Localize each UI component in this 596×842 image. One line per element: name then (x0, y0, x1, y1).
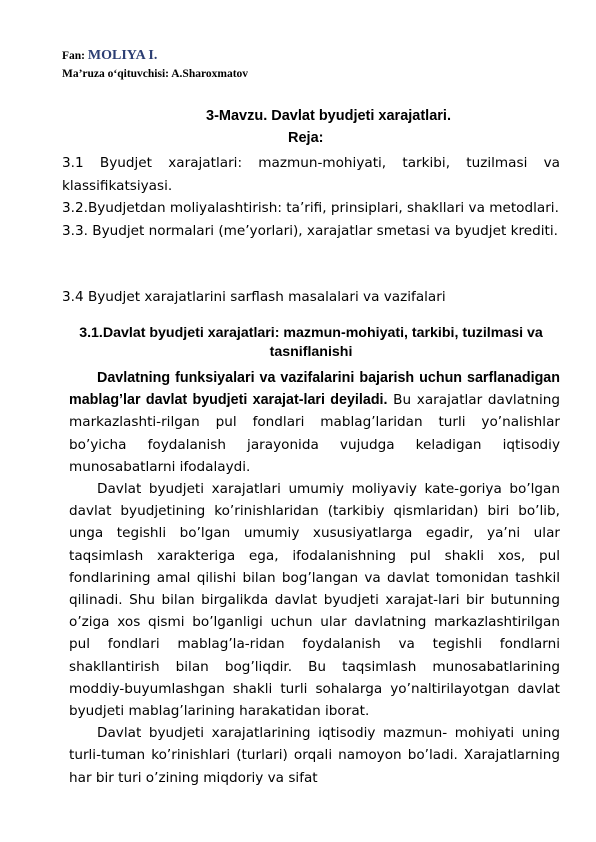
course-line (62, 48, 157, 64)
course-name: MOLIYA I. (87, 48, 158, 63)
course-label: Fan: (62, 50, 88, 62)
topic-title: 3-Mavzu. Davlat byudjeti xarajatlari. (206, 108, 451, 124)
paragraph-2: Davlat byudjeti xarajatlari umumiy moliyaviy kate-goriya bo’lgan davlat byudjetining ko’rinishlaridan (tarkibiy qismlaridan) biri bo’lib, unga tegishli bo’lgan umumiy xususiyatlarga egadir, ya’ni ular taqsimlash xarakteriga ega, ifodalanishning pul shakli xos, pul fondlarining amal qilishi bilan bog’langan va davlat tomonidan tashkil qilinadi. Shu bilan birgalikda davlat byudjeti xarajat-lari bir butunning o’ziga xos qismi bo’lganligi uchun ular davlatning markazlashtirilgan pul fondlari mablag’la-ridan foydalanish va tegishli fondlarni shakllantirish bilan bog’liqdir. Bu taqsimlash munosabatlarining moddiy-buyumlashgan shakli turli sohalarga yo’naltirilayotgan davlat byudjeti mablag’larining harakatidan iborat. (69, 481, 560, 720)
plan-list (62, 152, 560, 242)
paragraph-1 (69, 367, 560, 478)
paragraph-1-rest: Bu xarajatlar davlatning markazlashti-rilgan pul fondlari mablag’laridan turli yo’nalishlar bo’yicha foydalanish jarayonida vujudga keladigan iqtisodiy munosabatlarni ifodalaydi. (69, 392, 560, 475)
plan-heading: Reja: (288, 130, 324, 146)
plan-item: 3.4 Byudjet xarajatlarini sarflash masalalari va vazifalari (62, 289, 446, 305)
body-text (69, 367, 560, 789)
plan-item: 3.1 Byudjet xarajatlari: mazmun-mohiyati, tarkibi, tuzilmasi va klassifikatsiyasi. (62, 155, 560, 194)
definition-lead: Davlatning funksiyalari va vazifalarini bajarish uchun sarflanadigan mablag’lar davlat byudjeti xarajat-lari deyiladi. (69, 370, 560, 409)
plan-item: 3.2.Byudjetdan moliyalashtirish: ta’rifi, prinsiplari, shakllari va metodlari. (62, 200, 559, 217)
plan-item: 3.3. Byudjet normalari (me’yorlari), xarajatlar smetasi va byudjet krediti. (62, 222, 558, 239)
section-title: 3.1.Davlat byudjeti xarajatlari: mazmun-mohiyati, tarkibi, tuzilmasi va tasniflanishi (79, 325, 543, 360)
paragraph-3: Davlat byudjeti xarajatlarining iqtisodiy mazmun- mohiyati uning turli-tuman ko’rinishlari (turlari) orqali namoyon bo’ladi. Xarajatlarning har bir turi o’zining miqdoriy va sifat (69, 725, 560, 786)
teacher-line: Ma’ruza o‘qituvchisi: A.Sharoxmatov (62, 68, 249, 80)
